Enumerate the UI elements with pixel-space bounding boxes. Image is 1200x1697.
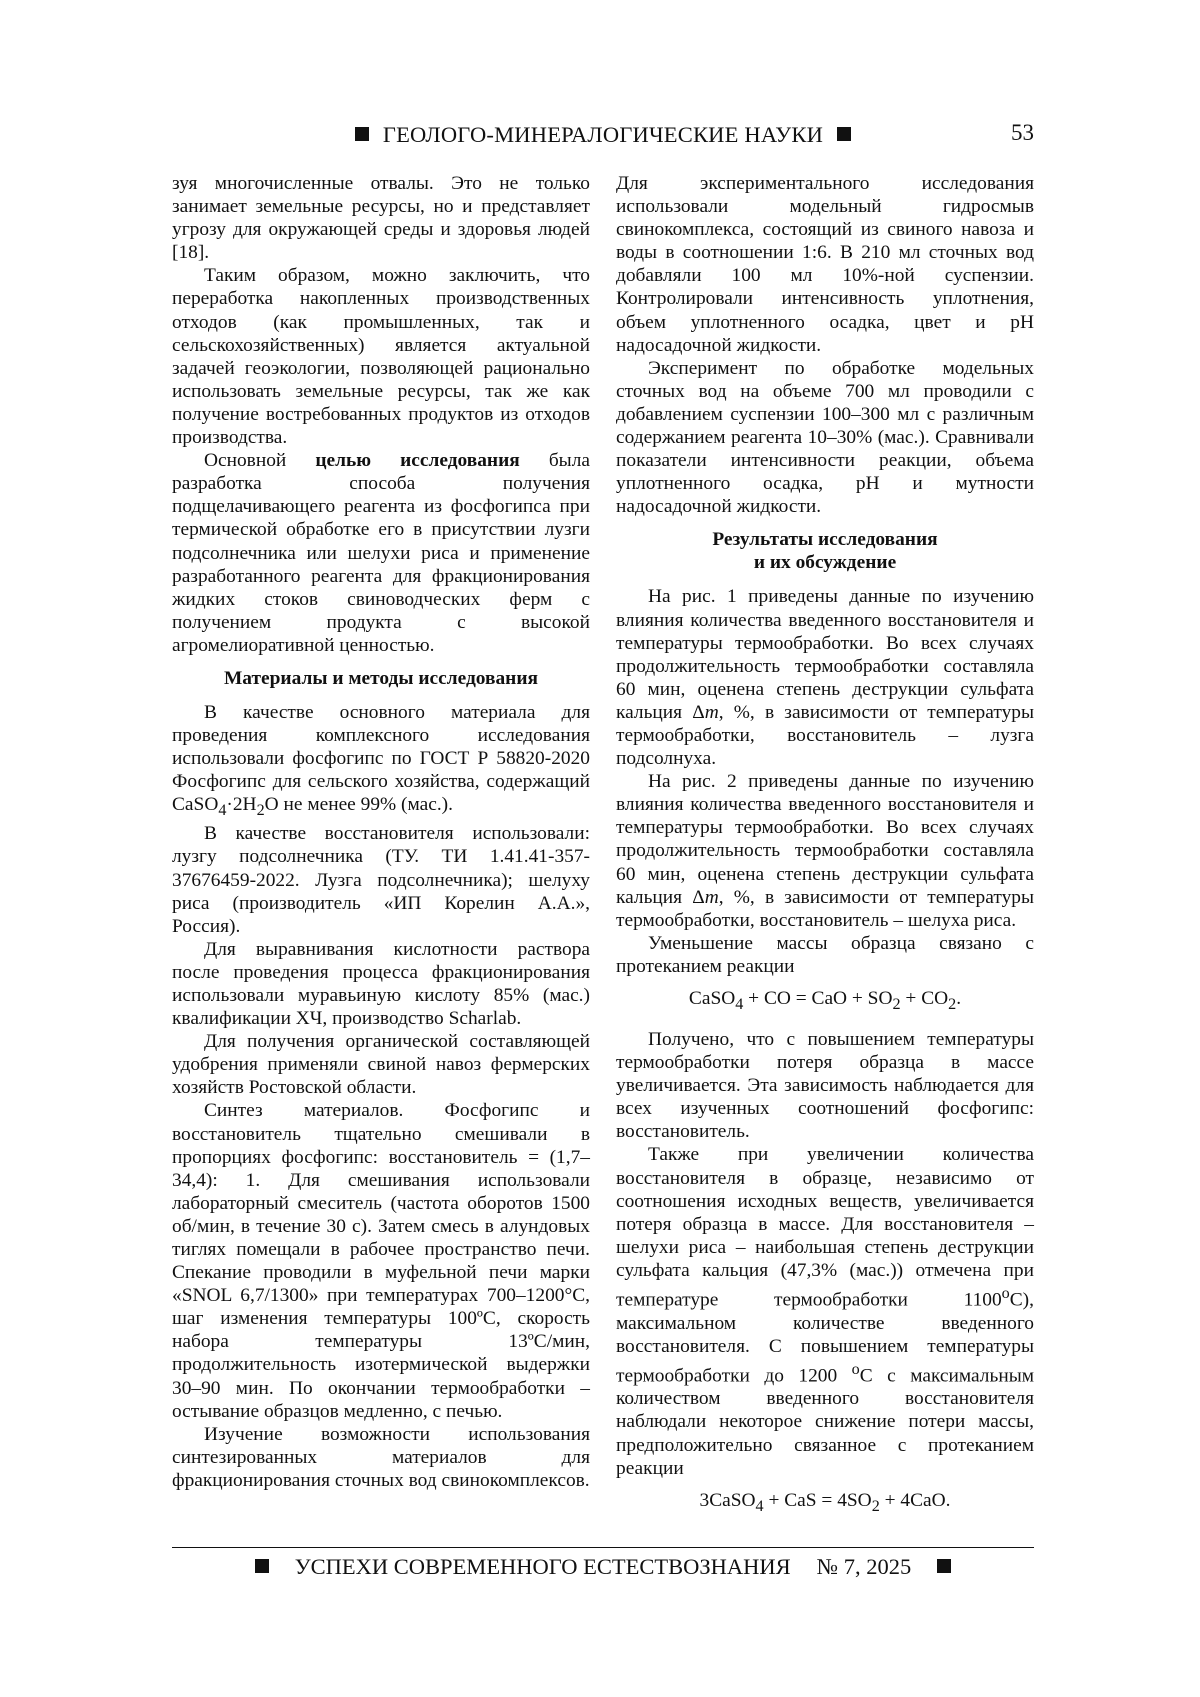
text-run: ·2H (226, 794, 257, 816)
section-title-text: ГЕОЛОГО-МИНЕРАЛОГИЧЕСКИЕ НАУКИ (382, 122, 824, 147)
section-heading: Материалы и методы исследования (224, 667, 538, 689)
chemical-equation (616, 987, 1034, 1016)
paragraph: Получено, что с повышением температуры термообработки потеря образца в массе увеличивается. Эта зависимость наблюдается для всех изученных соотношений фосфогипс: восстановитель. (616, 1028, 1034, 1143)
subscript: 4 (218, 802, 227, 820)
paragraph (616, 770, 1034, 932)
text-run: , %, в зависимости от температуры термообработки, восстановитель – шелуха риса. (616, 886, 1034, 931)
paragraph (616, 585, 1034, 770)
text-run: O не менее 99% (мас.). (264, 794, 453, 816)
left-column (172, 172, 590, 1492)
footer-divider (172, 1547, 1034, 1548)
text-run: С с максимальным количеством введенного восстановителя наблюдали некоторое снижение потери массы, предположительно связанное с протеканием реакции (616, 1365, 1034, 1479)
heading-line: Результаты исследования (712, 529, 938, 551)
right-column (616, 172, 1034, 1530)
subscript: 2 (256, 802, 265, 820)
text-run: + CO (900, 988, 949, 1009)
journal-name: УСПЕХИ СОВРЕМЕННОГО ЕСТЕСТВОЗНАНИЯ (294, 1554, 791, 1579)
paragraph: Для выравнивания кислотности раствора после проведения процесса фракционирования использовали муравьиную кислоту 85% (мас.) квалификации ХЧ, производство Scharlab. (172, 938, 590, 1030)
paragraph (172, 449, 590, 657)
running-footer (172, 1554, 1034, 1580)
text-run: Также при увеличении количества восстановителя в образце, независимо от соотношения исходных веществ, увеличивается потеря образца в массе. Для восстановителя – шелухи риса – наибольшая степень деструкции сульфата кальция (47,3% (мас.)) отмечена при температуре термообработки 1100 (616, 1144, 1034, 1311)
paragraph: Для получения органической составляющей удобрения применяли свиной навоз фермерских хозяйств Ростовской области. (172, 1031, 590, 1099)
paragraph (616, 1143, 1034, 1479)
emphasis-text: целью исследования (315, 450, 520, 472)
heading-line: и их обсуждение (753, 552, 897, 574)
running-header (172, 120, 1034, 156)
page-number: 53 (1011, 120, 1034, 145)
subscript: 2 (871, 1497, 880, 1515)
superscript: о (851, 1360, 860, 1378)
square-bullet-icon (255, 1559, 269, 1573)
italic-symbol: m (704, 701, 719, 723)
chemical-equation (616, 1489, 1034, 1518)
paragraph: Синтез материалов. Фосфогипс и восстановитель тщательно смешивали в пропорциях фосфогипс: восстановитель = (1,7–34,4): 1. Для смешивания использовали лабораторный смеситель (частота оборотов 1500 об/мин, в течение 30 с). Затем смесь в алундовых тиглях помещали в рабочее пространство печи. Спекание проводили в муфельной печи марки «SNOL 6,7/1300» при температурах 700–1200°С, шаг изменения температуры 100ºС, скорость набора температуры 13ºС/мин, продолжительность изотермической выдержки 30–90 мин. По окончании термообработки – остывание образцов медленно, с печью. (172, 1100, 590, 1422)
text-run: CaSO (688, 988, 736, 1009)
paragraph: Для экспериментального исследования использовали модельный гидросмыв свинокомплекса, состоящий из свиного навоза и воды в соотношении 1:6. В 210 мл сточных вод добавляли 100 мл 10%-ной суспензии. Контролировали интенсивность уплотнения, объем уплотненного осадка, цвет и pH надосадочной жидкости. (616, 173, 1034, 356)
text-run: + CO = CaO + SO (743, 988, 893, 1009)
text-run: + 4CaO. (879, 1489, 951, 1511)
text-run: На рис. 1 приведены данные по изучению влияния количества введенного восстановителя и температуры термообработки. Во всех случаях продолжительность термообработки составляла 60 мин, оценена степень деструкции сульфата кальция Δ (616, 586, 1034, 723)
section-title (172, 122, 1034, 148)
square-bullet-icon (937, 1559, 951, 1573)
text-run: В качестве основного материала для проведения комплексного исследования использовали фосфогипс по ГОСТ Р 58820-2020 Фосфогипс для сельского хозяйства, содержащий CaSO (172, 701, 590, 816)
square-bullet-icon (355, 127, 369, 141)
subscript: 2 (892, 995, 901, 1013)
text-run: Основной (204, 450, 316, 472)
paragraph (172, 701, 590, 822)
paragraph: зуя многочисленные отвалы. Это не только занимает земельные ресурсы, но и представляет угрозу для окружающей среды и здоровья людей [18]. (172, 173, 590, 264)
section-heading (616, 528, 1034, 574)
italic-symbol: m (704, 886, 719, 908)
subscript: 2 (948, 995, 957, 1013)
text-run: На рис. 2 приведены данные по изучению влияния количества введенного восстановителя и температуры термообработки. Во всех случаях продолжительность термообработки составляла 60 мин, оценена степень деструкции сульфата кальция Δ (616, 771, 1034, 908)
text-run: была разработка способа получения подщелачивающего реагента из фосфогипса при термической обработке его в присутствии лузги подсолнечника или шелухи риса и применение разработанного реагента для фракционирования жидких стоков свиноводческих ферм с получением продукта с высокой агромелиоративной ценностью. (172, 450, 590, 656)
text-run: . (956, 988, 962, 1009)
paragraph: Изучение возможности использования синтезированных материалов для фракционирования сточных вод свинокомплексов. (172, 1423, 590, 1491)
subscript: 4 (755, 1497, 764, 1515)
text-run: + CaS = 4SO (763, 1489, 872, 1511)
subscript: 4 (735, 995, 744, 1013)
text-run: , %, в зависимости от температуры термообработки, восстановитель – лузга подсолнуха. (616, 701, 1034, 770)
paragraph: Уменьшение массы образца связано с протеканием реакции (616, 932, 1034, 977)
superscript: о (1001, 1285, 1010, 1302)
text-run: С), максимальном количестве введенного восстановителя. С повышением температуры термообработки до 1200 (616, 1289, 1034, 1387)
square-bullet-icon (837, 127, 851, 141)
issue-number: № 7, 2025 (816, 1554, 912, 1579)
paragraph: Эксперимент по обработке модельных сточных вод на объеме 700 мл проводили с добавлением суспензии 100–300 мл с различным содержанием реагента 10–30% (мас.). Сравнивали показатели интенсивности реакции, объема уплотненного осадка, pH и мутности надосадочной жидкости. (616, 357, 1034, 518)
paragraph: Таким образом, можно заключить, что переработка накопленных производственных отходов (как промышленных, так и сельскохозяйственных) является актуальной задачей геоэкологии, позволяющей рационально использовать земельные ресурсы, так же как получение востребованных продуктов из отходов производства. (172, 265, 590, 449)
paragraph: В качестве восстановителя использовали: лузгу подсолнечника (ТУ. ТИ 1.41.41-357-37676459-2022. Лузга подсолнечника); шелуху риса (производитель «ИП Корелин А.А.», Россия). (172, 823, 590, 937)
text-run: 3CaSO (699, 1489, 756, 1511)
